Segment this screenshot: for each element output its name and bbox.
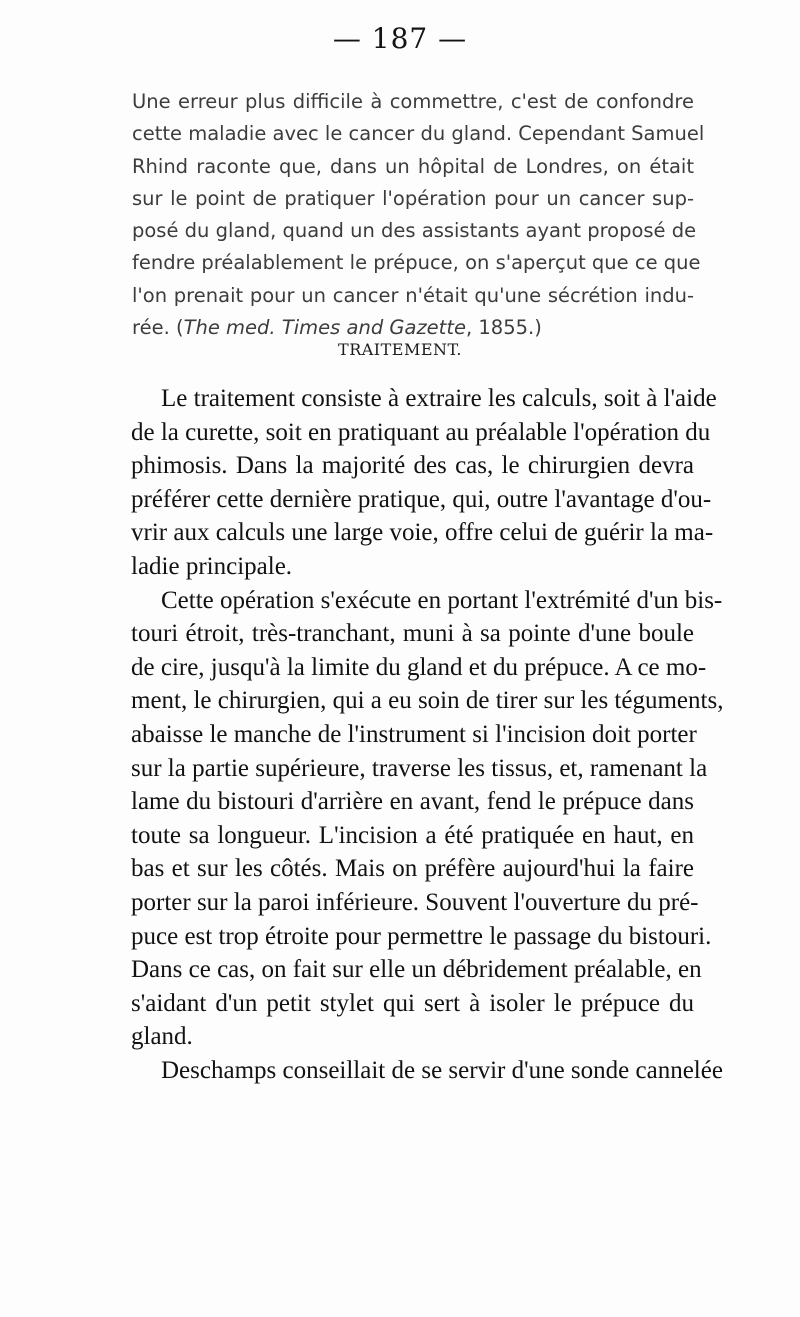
paragraph-1 [131, 382, 717, 584]
text-line: Dans ce cas, on fait sur elle un débridement préalable, en [131, 956, 702, 984]
text-line: ladie principale. [131, 552, 293, 580]
text-line: de la curette, soit en pratiquant au préalable l'opération du [131, 418, 711, 446]
text-line: posé du gland, quand un des assistants ayant proposé de [132, 219, 697, 243]
text-line: de cire, jusqu'à la limite du gland et du prépuce. A ce mo- [131, 653, 707, 681]
paragraph-2 [131, 584, 724, 1054]
section-heading: TRAITEMENT. [338, 340, 462, 359]
text-line: phimosis. Dans la majorité des cas, le chirurgien devra [131, 452, 694, 480]
treatment-section [131, 382, 724, 1087]
text-line: l'on prenait pour un cancer n'était qu'une sécrétion indu- [132, 283, 694, 307]
text-line: Deschamps conseillait de se servir d'une sonde cannelée [161, 1056, 723, 1084]
text-line: cette maladie avec le cancer du gland. Cependant Samuel [132, 122, 705, 146]
text-line: préférer cette dernière pratique, qui, outre l'avantage d'ou- [131, 485, 712, 513]
text-line: puce est trop étroite pour permettre le passage du bistouri. [131, 922, 712, 950]
text-line: Rhind raconte que, dans un hôpital de Londres, on était [132, 154, 694, 178]
text-line: s'aidant d'un petit stylet qui sert à isoler le prépuce du [131, 989, 694, 1017]
text-line: touri étroit, très-tranchant, muni à sa pointe d'une boule [131, 620, 694, 648]
text-line: porter sur la paroi inférieure. Souvent l'ouverture du pré- [131, 888, 699, 916]
text-line: toute sa longueur. L'incision a été pratiquée en haut, en [131, 821, 694, 849]
intro-paragraph [132, 86, 705, 344]
paragraph-3 [131, 1054, 723, 1088]
citation-suffix: , 1855.) [465, 316, 542, 340]
text-line: Le traitement consiste à extraire les calculs, soit à l'aide [161, 385, 717, 412]
text-line: vrir aux calculs une large voie, offre celui de guérir la ma- [131, 519, 714, 547]
text-line: fendre préalablement le prépuce, on s'aperçut que ce que [132, 251, 701, 275]
text-line: gland. [131, 1023, 193, 1051]
citation-prefix: rée. ( [132, 316, 184, 340]
text-line: sur la partie supérieure, traverse les tissus, et, ramenant la [131, 754, 708, 782]
page-number: — 187 — [332, 22, 468, 55]
text-line: ment, le chirurgien, qui a eu soin de tirer sur les téguments, [131, 687, 724, 715]
text-line: bas et sur les côtés. Mais on préfère aujourd'hui la faire [131, 855, 694, 883]
text-line: abaisse le manche de l'instrument si l'incision doit porter [131, 720, 697, 748]
text-line: sur le point de pratiquer l'opération pour un cancer sup- [132, 186, 694, 210]
text-line: lame du bistouri d'arrière en avant, fend le prépuce dans [131, 788, 694, 816]
text-line: Cette opération s'exécute en portant l'extrémité d'un bis- [161, 586, 723, 614]
text-line: Une erreur plus difficile à commettre, c'est de confondre [132, 90, 694, 113]
citation-source-title: The med. Times and Gazette [183, 316, 466, 340]
